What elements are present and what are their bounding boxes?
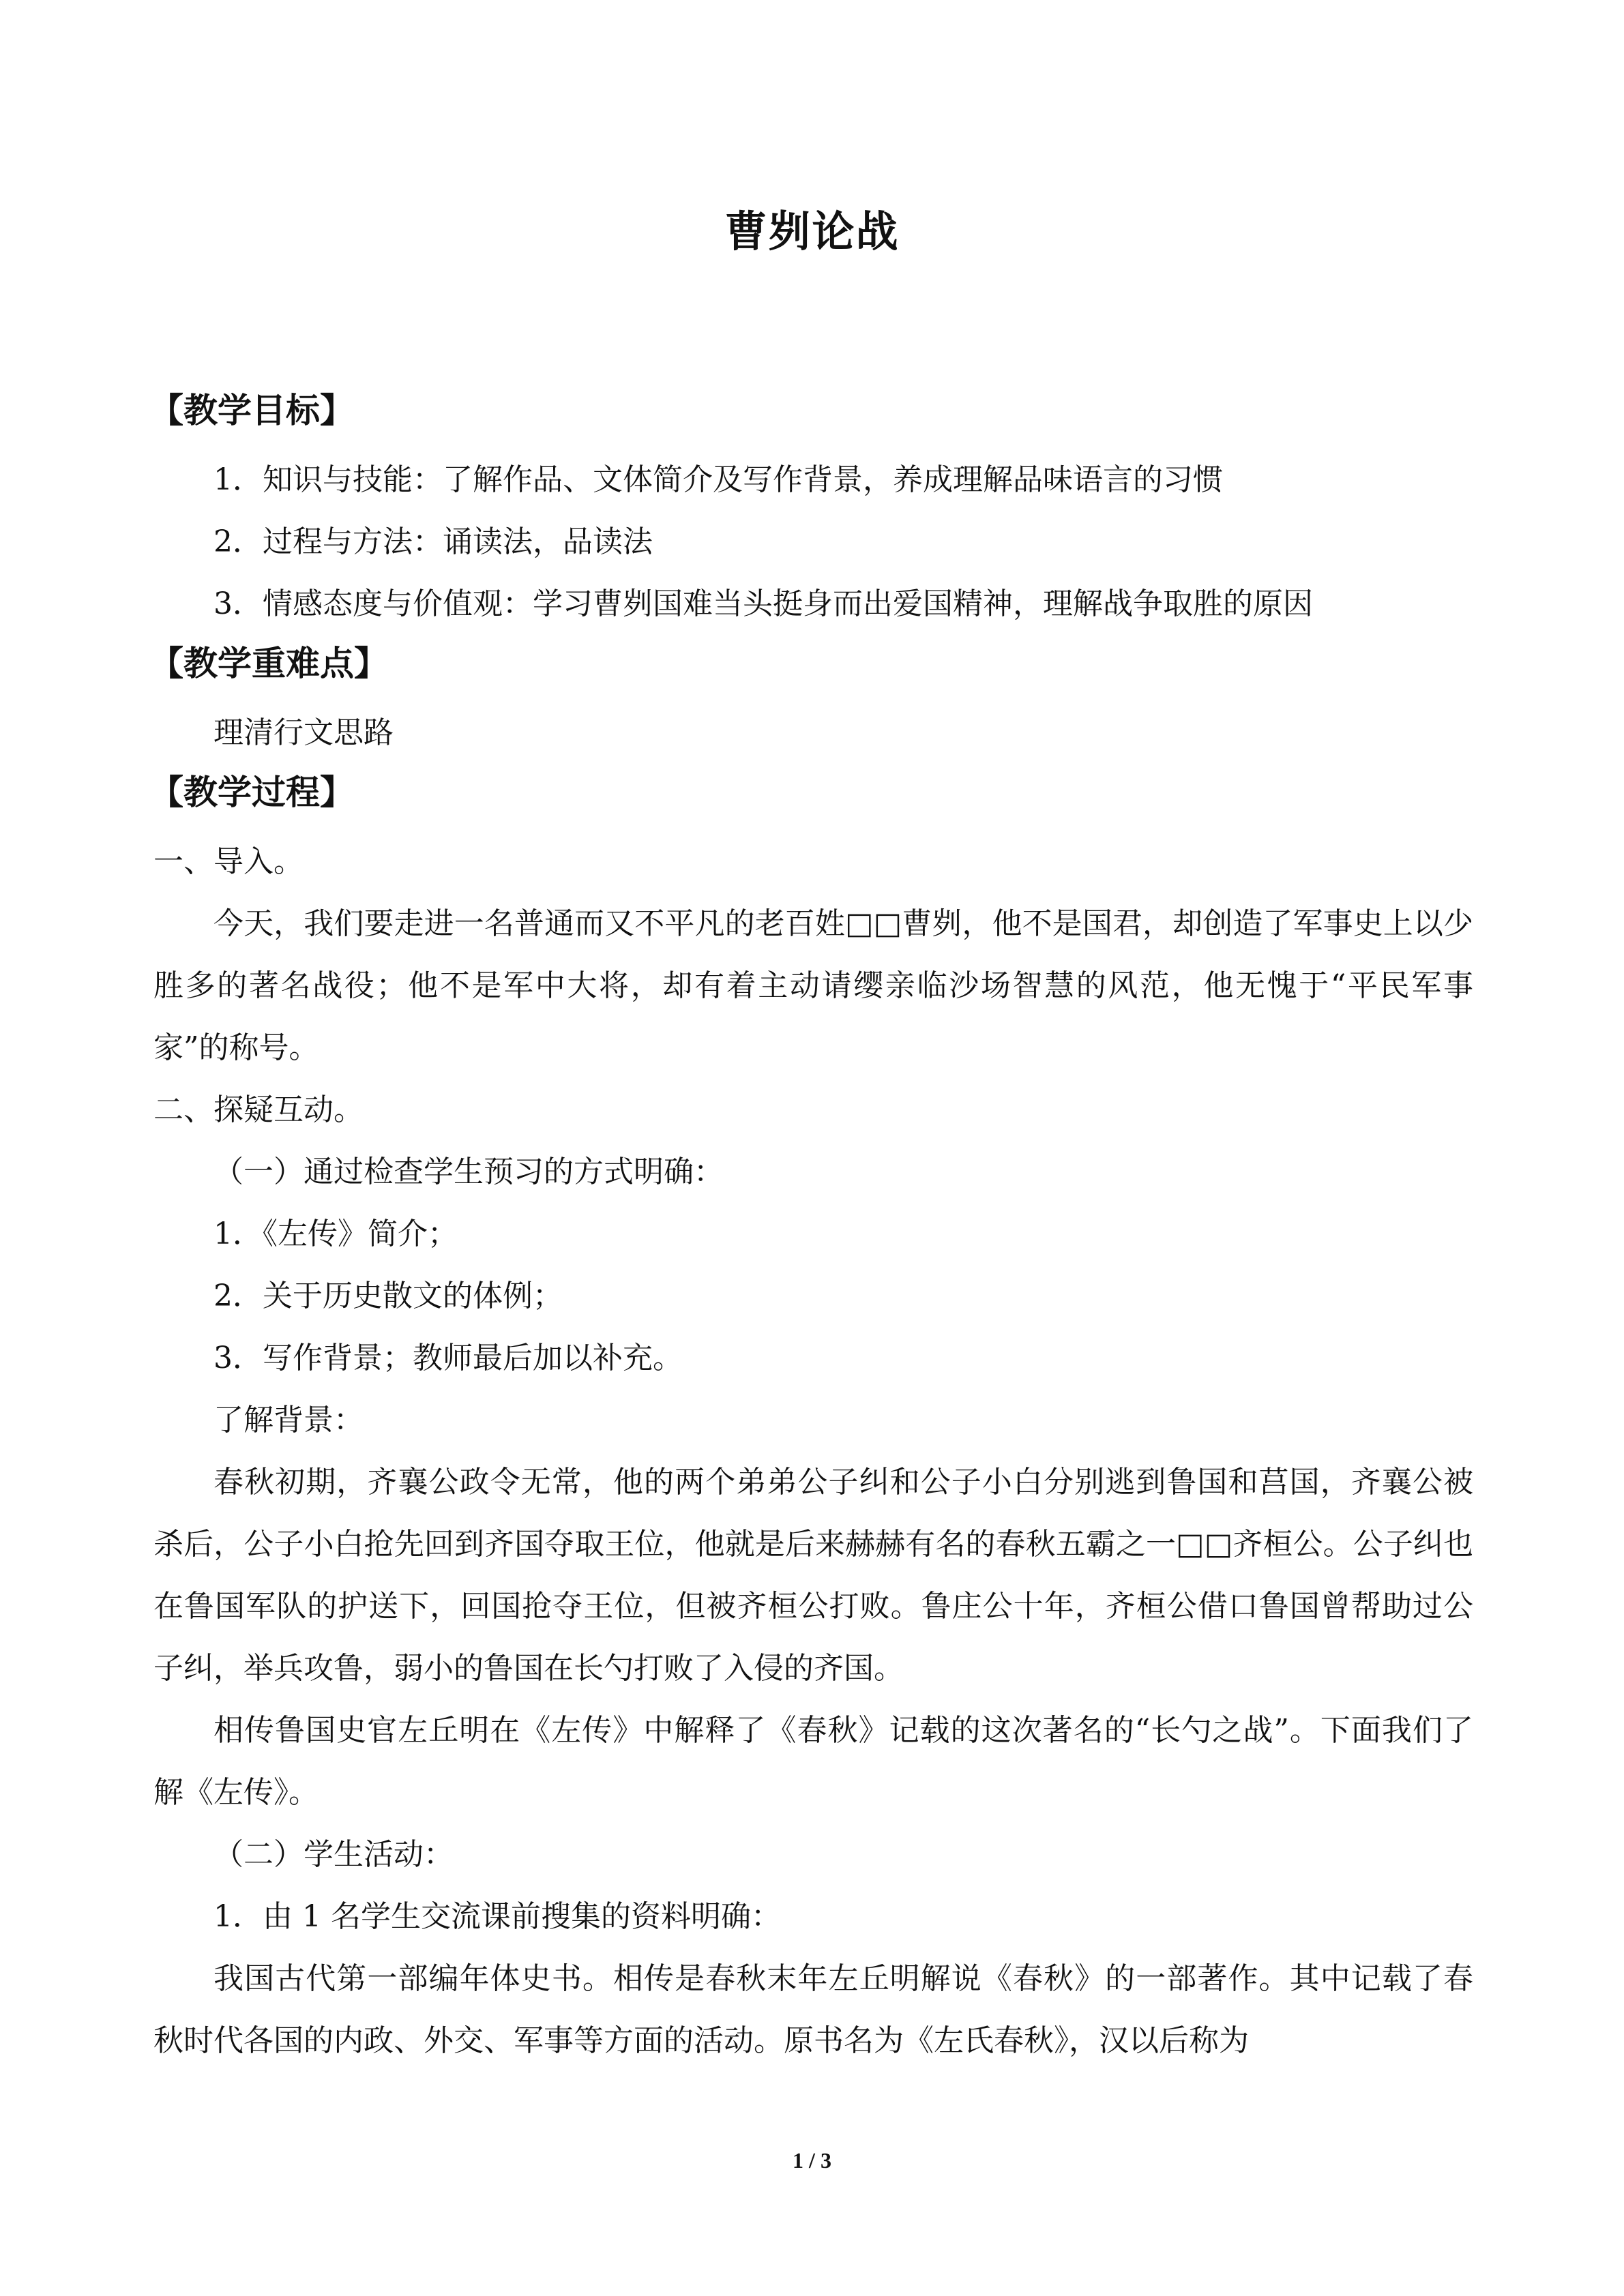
preview-item: 2．关于历史散文的体例； xyxy=(213,1279,563,1313)
intro-paragraph: 今天，我们要走进一名普通而又不平凡的老百姓□□曹刿，他不是国君，却创造了军事史上以少胜多的著名战役；他不是军中大将，却有着主动请缨亲临沙场智慧的风范，他无愧于“平民军事家”的称号。 xyxy=(153,906,1473,1065)
activity-item: 1．由 1 名学生交流课前搜集的资料明确： xyxy=(213,1899,781,1934)
process-step-intro: 一、导入。 xyxy=(153,844,304,879)
background-paragraph: 春秋初期，齐襄公政令无常，他的两个弟弟公子纠和公子小白分别逃到鲁国和莒国，齐襄公被杀后，公子小白抢先回到齐国夺取王位，他就是后来赫赫有名的春秋五霸之一□□齐桓公。公子纠也在鲁国军队的护送下，回国抢夺王位，但被齐桓公打败。鲁庄公十年，齐桓公借口鲁国曾帮助过公子纠，举兵攻鲁，弱小的鲁国在长勺打败了入侵的齐国。 xyxy=(153,1465,1474,1686)
sub-step-preview: （一）通过检查学生预习的方式明确： xyxy=(213,1154,724,1189)
key-point-text: 理清行文思路 xyxy=(213,715,394,750)
page-number: 1 / 3 xyxy=(793,2148,831,2173)
process-step-explore: 二、探疑互动。 xyxy=(153,1092,364,1127)
preview-item: 3．写作背景；教师最后加以补充。 xyxy=(213,1341,683,1375)
section-heading-key-points: 【教学重难点】 xyxy=(149,644,388,683)
sub-step-student-activity: （二）学生活动： xyxy=(213,1837,454,1872)
section-heading-process: 【教学过程】 xyxy=(149,773,354,812)
goal-item: 3．情感态度与价值观：学习曹刿国难当头挺身而出爱国精神，理解战争取胜的原因 xyxy=(213,586,1313,621)
book-description-paragraph: 我国古代第一部编年体史书。相传是春秋末年左丘明解说《春秋》的一部著作。其中记载了春秋时代各国的内政、外交、军事等方面的活动。原书名为《左氏春秋》，汉以后称为 xyxy=(153,1961,1473,2058)
document-body xyxy=(149,382,1474,2072)
zuozhuan-paragraph: 相传鲁国史官左丘明在《左传》中解释了《春秋》记载的这次著名的“长勺之战”。下面我们了解《左传》。 xyxy=(153,1713,1473,1810)
page-title: 曹刿论战 xyxy=(724,207,900,256)
preview-item: 1．《左传》简介； xyxy=(213,1217,458,1251)
goal-item: 2．过程与方法：诵读法，品读法 xyxy=(213,524,653,559)
goal-item: 1．知识与技能：了解作品、文体简介及写作背景，养成理解品味语言的习惯 xyxy=(213,462,1223,497)
background-label: 了解背景： xyxy=(213,1403,364,1437)
section-heading-goals: 【教学目标】 xyxy=(149,391,354,430)
